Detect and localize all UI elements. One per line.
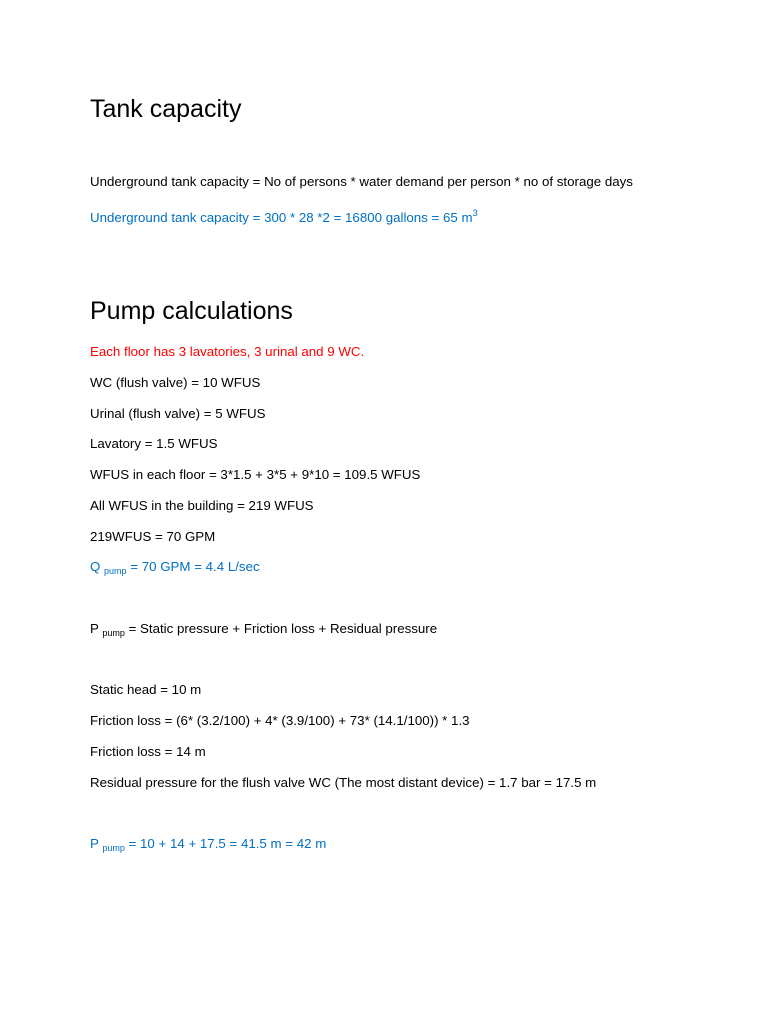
tank-capacity-result-text: Underground tank capacity = 300 * 28 *2 = 16800 gallons = 65 m (90, 210, 473, 225)
p-pump-formula-subscript: pump (102, 628, 125, 638)
wc-wfus: WC (flush valve) = 10 WFUS (90, 375, 261, 390)
p-pump-result-subscript: pump (102, 843, 125, 853)
q-pump-value: = 70 GPM = 4.4 L/sec (130, 559, 260, 574)
q-pump-result (90, 559, 260, 579)
p-pump-result-value: = 10 + 14 + 17.5 = 41.5 m = 42 m (128, 836, 327, 851)
friction-loss-formula: Friction loss = (6* (3.2/100) + 4* (3.9/100) + 73* (14.1/100)) * 1.3 (90, 713, 470, 728)
q-pump-subscript: pump (104, 566, 127, 576)
building-wfus: All WFUS in the building = 219 WFUS (90, 498, 314, 513)
urinal-wfus: Urinal (flush valve) = 5 WFUS (90, 406, 266, 421)
p-pump-formula-symbol: P (90, 621, 99, 636)
wfus-to-gpm: 219WFUS = 70 GPM (90, 529, 216, 544)
p-pump-formula (90, 621, 437, 641)
p-pump-formula-text: = Static pressure + Friction loss + Residual pressure (128, 621, 438, 636)
p-pump-result-symbol: P (90, 836, 99, 851)
cubic-superscript: 3 (472, 208, 478, 218)
static-head: Static head = 10 m (90, 682, 202, 697)
tank-capacity-formula: Underground tank capacity = No of persons * water demand per person * no of storage days (90, 174, 633, 189)
tank-capacity-result (90, 205, 478, 226)
floor-wfus: WFUS in each floor = 3*1.5 + 3*5 + 9*10 = 109.5 WFUS (90, 467, 421, 482)
heading-tank-capacity: Tank capacity (90, 95, 242, 123)
heading-pump-calculations: Pump calculations (90, 297, 293, 325)
p-pump-result (90, 836, 326, 856)
friction-loss-result: Friction loss = 14 m (90, 744, 206, 759)
q-pump-symbol: Q (90, 559, 101, 574)
lavatory-wfus: Lavatory = 1.5 WFUS (90, 436, 218, 451)
fixture-note: Each floor has 3 lavatories, 3 urinal and 9 WC. (90, 344, 365, 359)
residual-pressure: Residual pressure for the flush valve WC (The most distant device) = 1.7 bar = 17.5 m (90, 775, 597, 790)
